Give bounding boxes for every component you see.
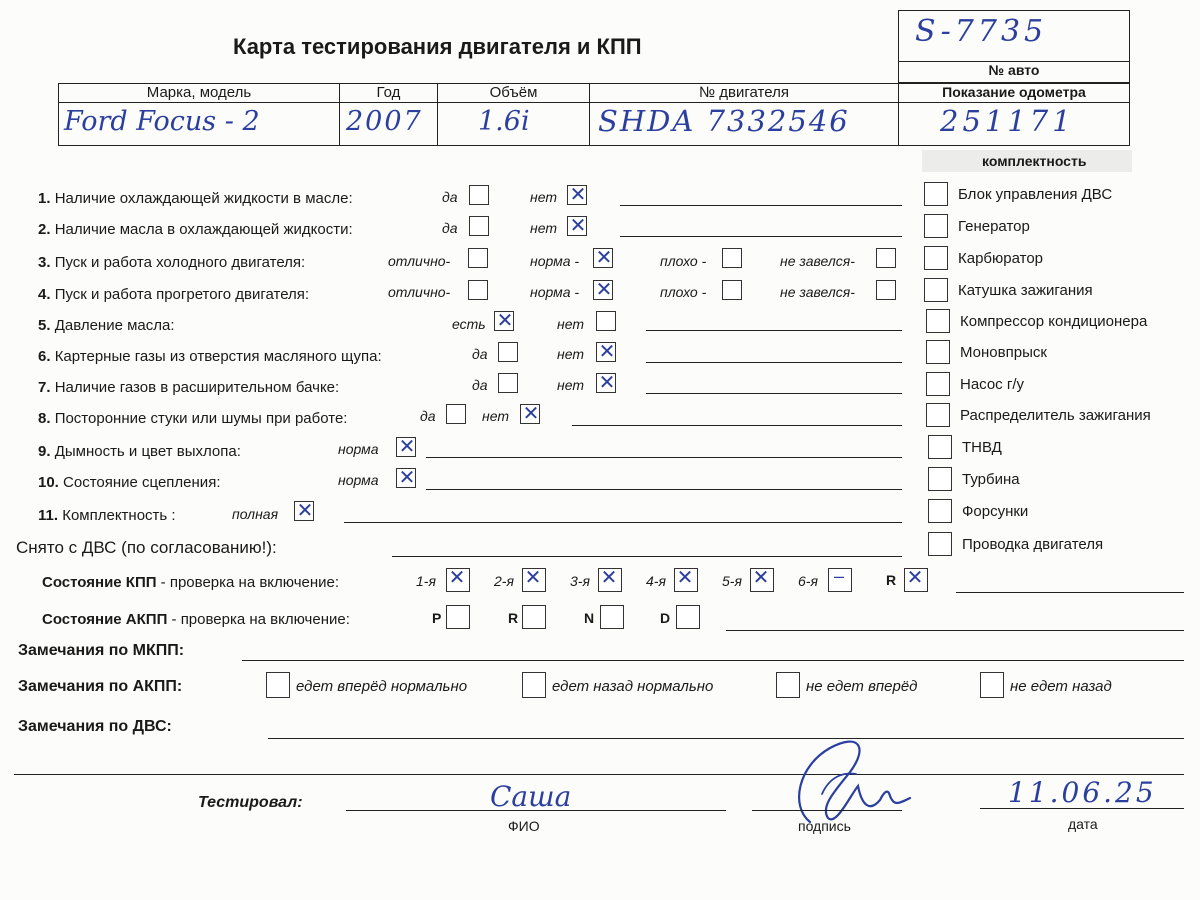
comp-checkbox-ps-pump[interactable]: [926, 372, 950, 396]
remarks-mkpp-line: [242, 660, 1184, 661]
q11-full-label: полная: [232, 506, 279, 522]
comp-item-injectors: Форсунки: [962, 503, 1029, 520]
q9-normal-label: норма: [338, 441, 379, 457]
question-number: 7.: [38, 379, 51, 396]
test-date: 11.06.25: [1008, 776, 1157, 809]
car-number-value: S-7735: [915, 14, 1048, 49]
akpp-no-backward-checkbox[interactable]: [980, 672, 1004, 698]
q5-no-label: нет: [557, 316, 584, 332]
removed-label: Снято с ДВС (по согласованию!):: [16, 538, 277, 557]
remarks-dvs-line-1: [268, 738, 1184, 739]
question-text: Дымность и цвет выхлопа:: [54, 443, 241, 460]
question-text: Наличие масла в охлаждающей жидкости:: [54, 221, 353, 238]
q10-normal-label: норма: [338, 472, 379, 488]
question-7: [38, 379, 339, 396]
comp-item-generator: Генератор: [958, 218, 1030, 235]
q1-note-line: [620, 205, 902, 206]
q8-note-line: [572, 425, 902, 426]
q8-no-checkbox[interactable]: [520, 404, 540, 424]
question-text: Комплектность :: [62, 507, 176, 524]
question-8: [38, 410, 347, 427]
q4-bad-checkbox[interactable]: [722, 280, 742, 300]
q3-normal-label: норма -: [530, 253, 580, 269]
signature-line: [752, 810, 902, 811]
gear-3-checkbox[interactable]: [598, 568, 622, 592]
comp-item-ac-compressor: Компрессор кондиционера: [960, 313, 1148, 330]
kpp-label-bold: Состояние КПП: [42, 574, 157, 591]
akpp-no-forward-label: не едет вперёд: [806, 678, 918, 695]
gear-6-checkbox[interactable]: [828, 568, 852, 592]
question-text: Картерные газы из отверстия масляного щупа:: [54, 348, 382, 365]
date-line: [980, 808, 1184, 809]
gear-1-checkbox[interactable]: [446, 568, 470, 592]
gear-2-label: 2-я: [494, 573, 514, 589]
remarks-dvs-label: Замечания по ДВС:: [18, 718, 172, 735]
q6-yes-checkbox[interactable]: [498, 342, 518, 362]
remarks-dvs-line-2: [14, 774, 1184, 775]
comp-checkbox-turbine[interactable]: [928, 467, 952, 491]
akpp-n-label: N: [584, 610, 595, 626]
question-2: [38, 221, 353, 238]
q5-yes-label: есть: [452, 316, 486, 332]
question-4: [38, 286, 309, 303]
akpp-r-label: R: [508, 610, 519, 626]
akpp-p-label: P: [432, 610, 442, 626]
removed-line: [392, 556, 902, 557]
akpp-note-line: [726, 630, 1184, 631]
q8-yes-checkbox[interactable]: [446, 404, 466, 424]
q3-not-started-checkbox[interactable]: [876, 248, 896, 268]
question-number: 3.: [38, 254, 51, 271]
question-number: 10.: [38, 474, 59, 491]
q6-no-label: нет: [557, 346, 584, 362]
q3-bad-checkbox[interactable]: [722, 248, 742, 268]
q3-normal-checkbox[interactable]: [593, 248, 613, 268]
question-number: 4.: [38, 286, 51, 303]
question-text: Пуск и работа холодного двигателя:: [54, 254, 306, 271]
comp-checkbox-mono-injection[interactable]: [926, 340, 950, 364]
gear-6-label: 6-я: [798, 573, 818, 589]
akpp-p-checkbox[interactable]: [446, 605, 470, 629]
header-engine-number: № двигателя: [699, 84, 789, 101]
question-text: Пуск и работа прогретого двигателя:: [54, 286, 310, 303]
q8-yes-label: да: [420, 408, 436, 424]
comp-item-tnvd: ТНВД: [962, 439, 1002, 456]
engine-number-value: SHDA 7332546: [598, 104, 850, 138]
q9-note-line: [426, 457, 902, 458]
q7-yes-label: да: [472, 377, 488, 393]
gear-3-label: 3-я: [570, 573, 590, 589]
comp-item-ecu: Блок управления ДВС: [958, 186, 1113, 203]
q2-no-label: нет: [530, 220, 557, 236]
q4-not-started-label: не завелся-: [780, 284, 855, 300]
q2-yes-checkbox[interactable]: [469, 216, 489, 236]
question-number: 8.: [38, 410, 51, 427]
comp-checkbox-injectors[interactable]: [928, 499, 952, 523]
gear-4-label: 4-я: [646, 573, 666, 589]
question-5: [38, 317, 175, 334]
q5-yes-checkbox[interactable]: [494, 311, 514, 331]
q11-full-checkbox[interactable]: [294, 501, 314, 521]
comp-checkbox-tnvd[interactable]: [928, 435, 952, 459]
akpp-r-checkbox[interactable]: [522, 605, 546, 629]
signature-label: подпись: [798, 818, 851, 834]
question-1: [38, 190, 353, 207]
q2-yes-label: да: [442, 220, 458, 236]
date-label: дата: [1068, 816, 1098, 832]
q6-note-line: [646, 362, 902, 363]
tester-name: Саша: [490, 780, 572, 813]
odometer-value: 251171: [940, 104, 1075, 138]
question-number: 11.: [38, 507, 59, 524]
header-make: Марка, модель: [146, 84, 252, 101]
q11-note-line: [344, 522, 902, 523]
akpp-n-checkbox[interactable]: [600, 605, 624, 629]
question-6: [38, 348, 382, 365]
gear-5-checkbox[interactable]: [750, 568, 774, 592]
q1-no-label: нет: [530, 189, 557, 205]
comp-item-carburetor: Карбюратор: [958, 250, 1044, 267]
question-text: Давление масла:: [54, 317, 175, 334]
akpp-d-checkbox[interactable]: [676, 605, 700, 629]
comp-item-turbine: Турбина: [962, 471, 1020, 488]
kpp-label: [42, 574, 339, 591]
question-3: [38, 254, 305, 271]
q10-note-line: [426, 489, 902, 490]
q4-bad-label: плохо -: [660, 284, 707, 300]
tested-by-label: Тестировал:: [198, 794, 303, 811]
q3-excellent-checkbox[interactable]: [468, 248, 488, 268]
question-number: 1.: [38, 190, 51, 207]
gear-r-label: R: [886, 572, 897, 588]
gear-1-label: 1-я: [416, 573, 436, 589]
q10-normal-checkbox[interactable]: [396, 468, 416, 488]
question-number: 9.: [38, 443, 51, 460]
comp-item-distributor: Распределитель зажигания: [960, 407, 1151, 424]
q7-yes-checkbox[interactable]: [498, 373, 518, 393]
comp-item-ps-pump: Насос г/у: [960, 376, 1024, 393]
q6-no-checkbox[interactable]: [596, 342, 616, 362]
make-value: Ford Focus - 2: [64, 106, 260, 137]
q4-excellent-label: отлично-: [388, 284, 451, 300]
kpp-label-rest: - проверка на включение:: [156, 574, 340, 591]
kpp-note-line: [956, 592, 1184, 593]
comp-checkbox-ignition-coil[interactable]: [924, 278, 948, 302]
q4-normal-label: норма -: [530, 284, 580, 300]
q5-note-line: [646, 330, 902, 331]
question-text: Посторонние стуки или шумы при работе:: [54, 410, 348, 427]
q1-yes-checkbox[interactable]: [469, 185, 489, 205]
volume-value: 1.6i: [478, 106, 530, 137]
comp-checkbox-ac-compressor[interactable]: [926, 309, 950, 333]
remarks-mkpp-label: Замечания по МКПП:: [18, 642, 185, 659]
q7-no-label: нет: [557, 377, 584, 393]
question-text: Наличие охлаждающей жидкости в масле:: [54, 190, 353, 207]
gear-4-checkbox[interactable]: [674, 568, 698, 592]
q1-yes-label: да: [442, 189, 458, 205]
q5-no-checkbox[interactable]: [596, 311, 616, 331]
fio-label: ФИО: [508, 818, 540, 834]
header-odometer: Показание одометра: [942, 84, 1086, 100]
comp-checkbox-carburetor[interactable]: [924, 246, 948, 270]
comp-item-mono-injection: Моновпрыск: [960, 344, 1047, 361]
gear-5-label: 5-я: [722, 573, 742, 589]
akpp-label: [42, 611, 350, 628]
question-number: 6.: [38, 348, 51, 365]
fio-line: [346, 810, 726, 811]
q3-not-started-label: не завелся-: [780, 253, 855, 269]
akpp-no-backward-label: не едет назад: [1010, 678, 1112, 695]
gear-r-checkbox[interactable]: [904, 568, 928, 592]
akpp-d-label: D: [660, 610, 671, 626]
header-year: Год: [376, 84, 401, 101]
question-number: 2.: [38, 221, 51, 238]
q9-normal-checkbox[interactable]: [396, 437, 416, 457]
q2-note-line: [620, 236, 902, 237]
akpp-label-bold: Состояние АКПП: [42, 611, 168, 628]
comp-item-ignition-coil: Катушка зажигания: [958, 282, 1093, 299]
akpp-no-forward-checkbox[interactable]: [776, 672, 800, 698]
comp-checkbox-ecu[interactable]: [924, 182, 948, 206]
question-text: Состояние сцепления:: [63, 474, 221, 491]
q4-excellent-checkbox[interactable]: [468, 280, 488, 300]
car-number-label: № авто: [988, 62, 1040, 78]
q4-normal-checkbox[interactable]: [593, 280, 613, 300]
comp-checkbox-generator[interactable]: [924, 214, 948, 238]
gear-2-checkbox[interactable]: [522, 568, 546, 592]
comp-checkbox-wiring[interactable]: [928, 532, 952, 556]
akpp-backward-ok-checkbox[interactable]: [522, 672, 546, 698]
q3-bad-label: плохо -: [660, 253, 707, 269]
question-9: [38, 443, 241, 460]
akpp-backward-ok-label: едет назад нормально: [552, 678, 714, 695]
q4-not-started-checkbox[interactable]: [876, 280, 896, 300]
q7-note-line: [646, 393, 902, 394]
q7-no-checkbox[interactable]: [596, 373, 616, 393]
question-11: [38, 507, 176, 524]
q8-no-label: нет: [482, 408, 509, 424]
q6-yes-label: да: [472, 346, 488, 362]
question-10: [38, 474, 220, 491]
akpp-label-rest: - проверка на включение:: [167, 611, 350, 628]
q1-no-checkbox[interactable]: [567, 185, 587, 205]
header-volume: Объём: [489, 84, 538, 101]
q2-no-checkbox[interactable]: [567, 216, 587, 236]
q3-excellent-label: отлично-: [388, 253, 451, 269]
year-value: 2007: [346, 106, 423, 137]
comp-item-wiring: Проводка двигателя: [962, 536, 1104, 553]
question-number: 5.: [38, 317, 51, 334]
question-text: Наличие газов в расширительном бачке:: [54, 379, 340, 396]
akpp-forward-ok-checkbox[interactable]: [266, 672, 290, 698]
comp-checkbox-distributor[interactable]: [926, 403, 950, 427]
page-title: Карта тестирования двигателя и КПП: [233, 34, 642, 59]
remarks-akpp-label: Замечания по АКПП:: [18, 678, 183, 695]
completeness-header: комплектность: [982, 153, 1087, 169]
akpp-forward-ok-label: едет вперёд нормально: [296, 678, 468, 695]
